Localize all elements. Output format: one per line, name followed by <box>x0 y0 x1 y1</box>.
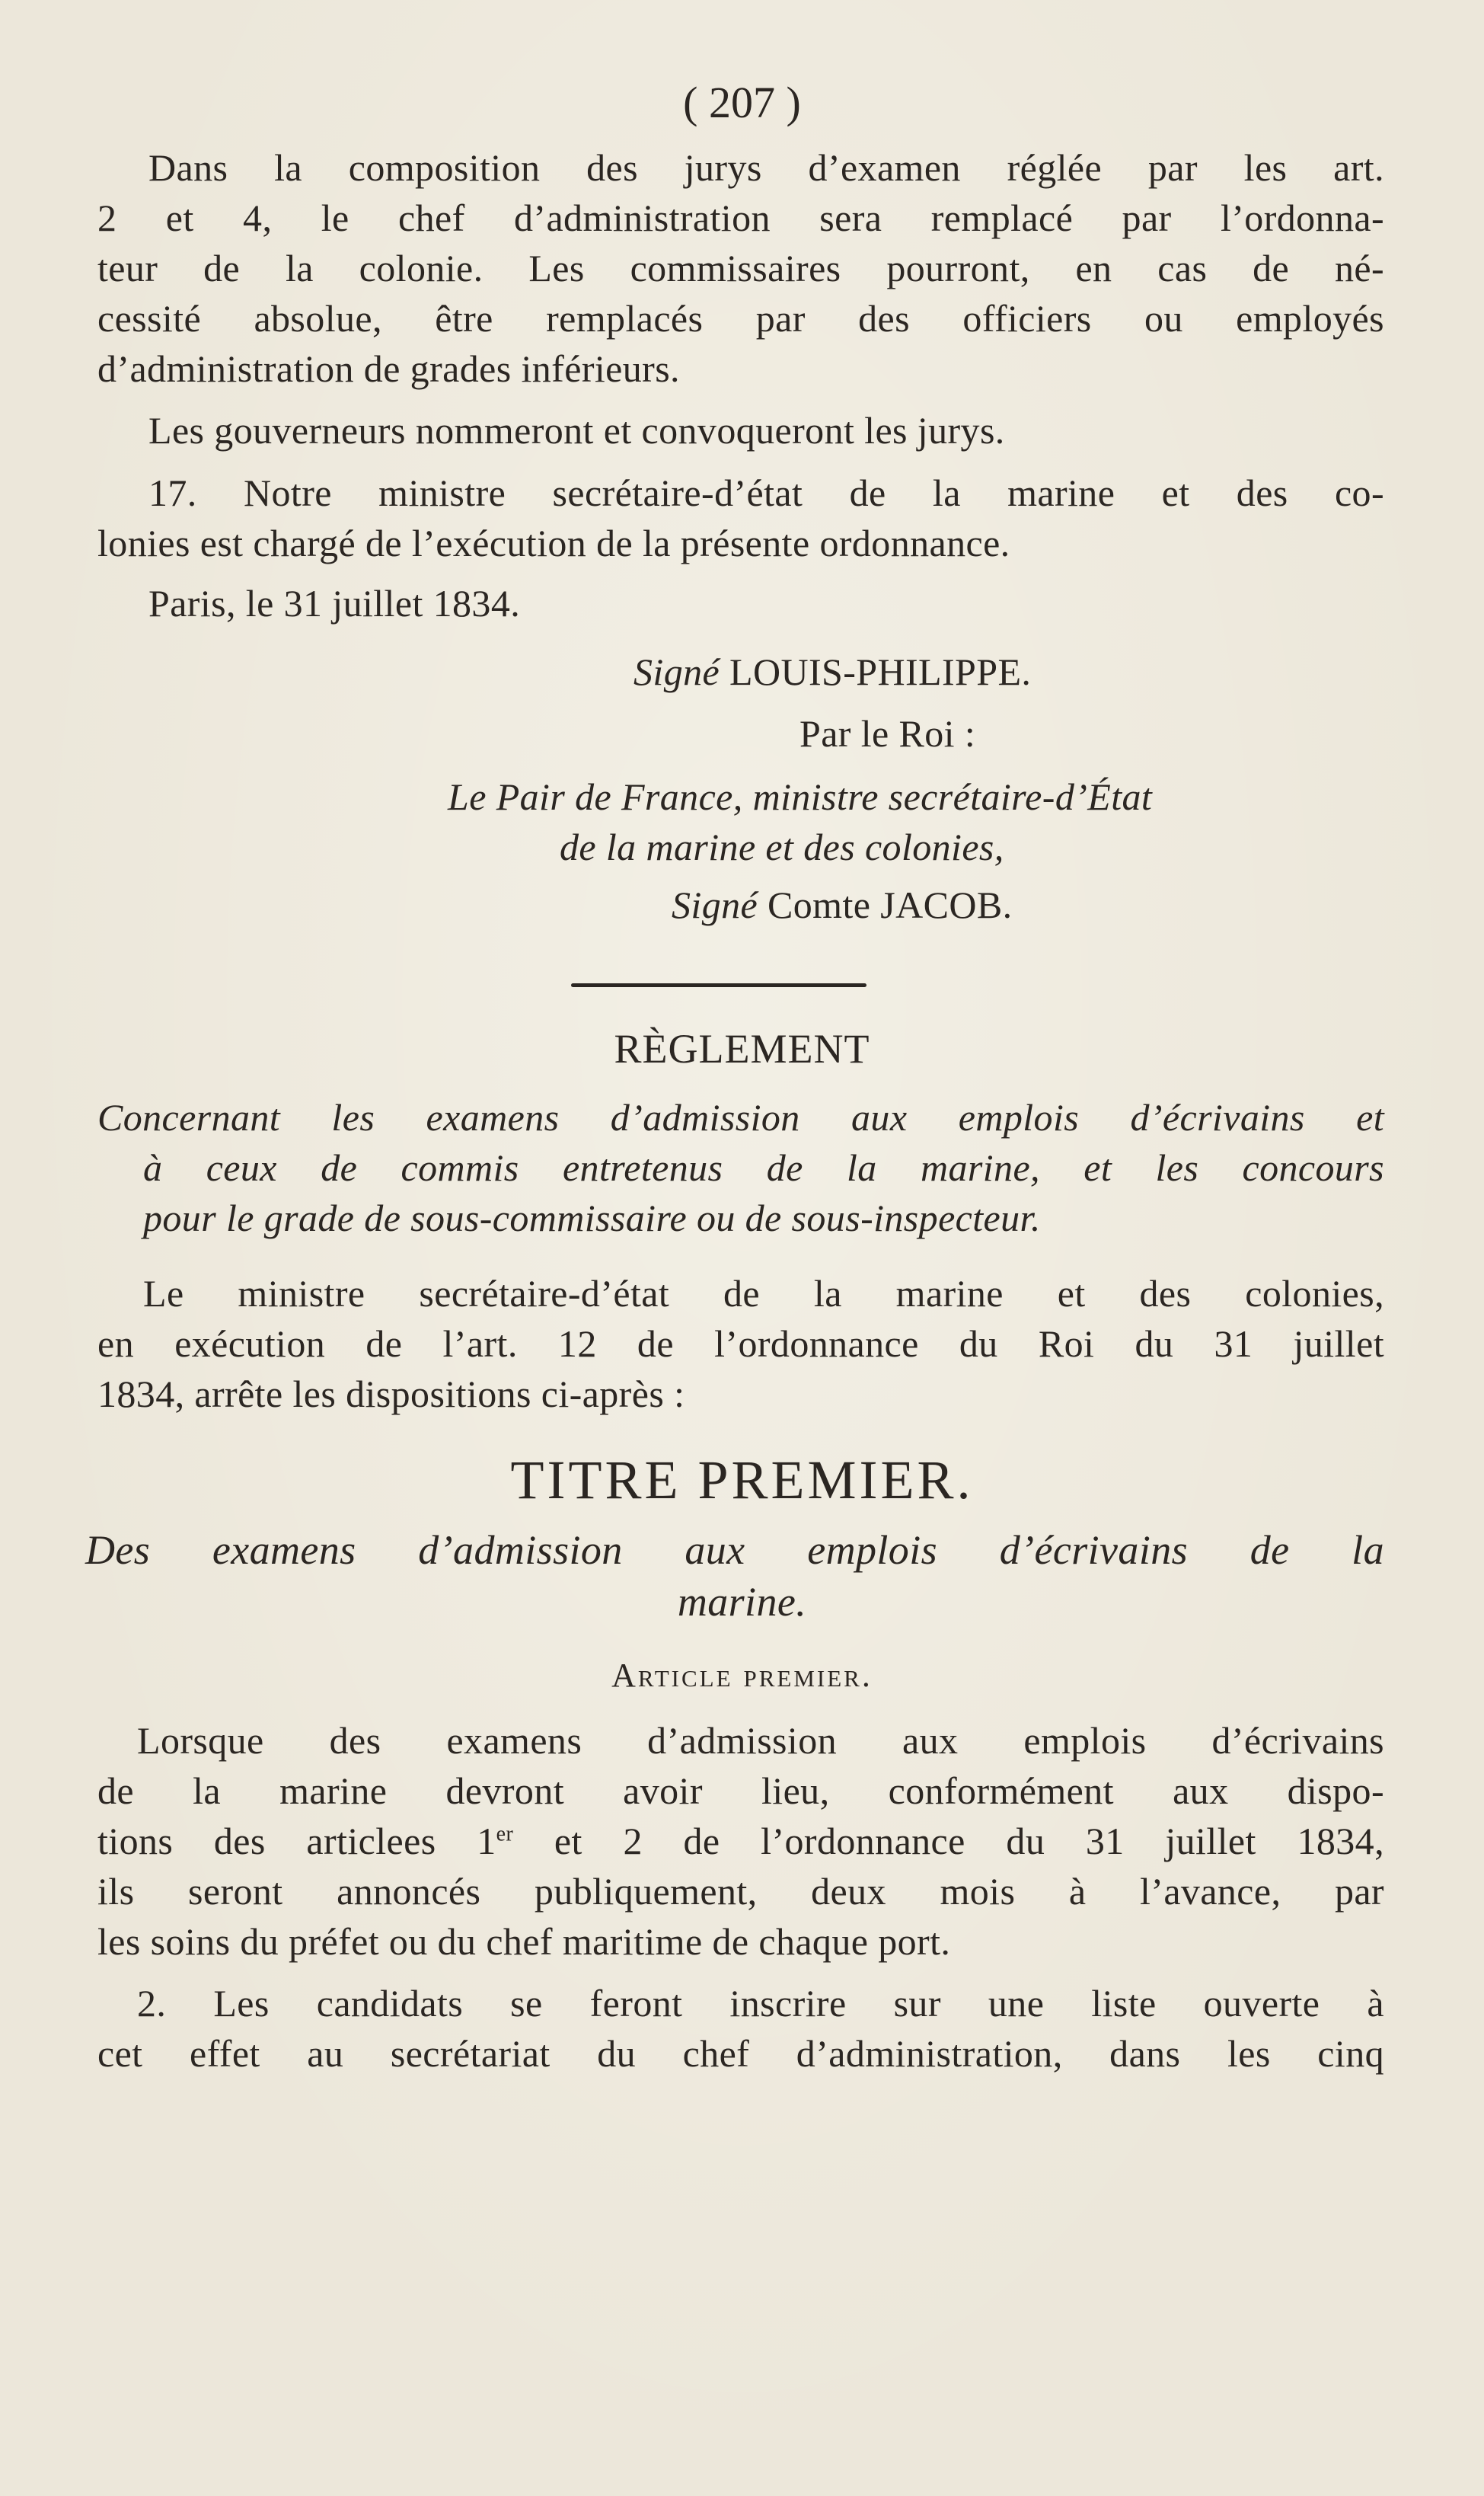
text-line: de la marine et des colonies, <box>560 826 1004 868</box>
text-line: de la marine devront avoir lieu, conformément aux dispo- <box>97 1769 1384 1812</box>
section-divider <box>571 983 866 987</box>
text-line: Concernant les examens d’admission aux emplois d’écrivains et <box>97 1096 1384 1139</box>
text-line: 2. Les candidats se feront inscrire sur une liste ouverte à <box>137 1982 1384 2025</box>
text-line <box>97 1818 1384 1864</box>
section-heading: RÈGLEMENT <box>614 1026 870 1072</box>
signed-label: Signé <box>633 650 720 693</box>
text-line: 2 et 4, le chef d’administration sera remplacé par l’ordonna- <box>97 197 1384 239</box>
text-line: marine. <box>677 1579 807 1625</box>
text-line: Paris, le 31 juillet 1834. <box>148 582 521 625</box>
page-number: ( 207 ) <box>683 78 801 127</box>
text-line: 17. Notre ministre secrétaire-d’état de la marine et des co- <box>148 471 1384 514</box>
text-segment: et 2 de l’ordonnance du 31 juillet 1834, <box>513 1820 1384 1862</box>
signatory-name: LOUIS-PHILIPPE. <box>729 650 1032 693</box>
text-line: teur de la colonie. Les commissaires pourront, en cas de né- <box>97 247 1384 289</box>
signatory-name: Comte JACOB. <box>768 884 1013 926</box>
text-line: d’administration de grades inférieurs. <box>97 347 680 390</box>
text-line: lonies est chargé de l’exécution de la présente ordonnance. <box>97 522 1010 564</box>
superscript: er <box>496 1822 514 1846</box>
text-line: à ceux de commis entretenus de la marine, et les concours <box>143 1146 1384 1189</box>
text-line: Dans la composition des jurys d’examen réglée par les art. <box>148 146 1384 189</box>
text-line: Lorsque des examens d’admission aux emplois d’écrivains <box>137 1719 1384 1762</box>
signature-king <box>633 649 1031 695</box>
title-heading: TITRE PREMIER. <box>510 1449 974 1510</box>
signature-minister <box>672 882 1013 928</box>
text-line: cessité absolue, être remplacés par des officiers ou employés <box>97 297 1384 340</box>
text-line: Les gouverneurs nommeront et convoqueront les jurys. <box>148 409 1005 452</box>
text-line: ils seront annoncés publiquement, deux mois à l’avance, par <box>97 1870 1384 1913</box>
text-segment: tions des articlees 1 <box>97 1820 496 1862</box>
signed-label: Signé <box>672 884 758 926</box>
text-line: pour le grade de sous-commissaire ou de sous-inspecteur. <box>143 1197 1041 1239</box>
text-line: Le Pair de France, ministre secrétaire-d’État <box>448 775 1153 818</box>
text-line: Le ministre secrétaire-d’état de la marine et des colonies, <box>143 1272 1384 1315</box>
text-line: les soins du préfet ou du chef maritime de chaque port. <box>97 1920 951 1963</box>
text-line: 1834, arrête les dispositions ci-après : <box>97 1373 685 1415</box>
text-line: en exécution de l’art. 12 de l’ordonnance du Roi du 31 juillet <box>97 1322 1384 1365</box>
text-line: Par le Roi : <box>799 712 976 755</box>
text-line: Des examens d’admission aux emplois d’écrivains de la <box>85 1527 1384 1573</box>
text-line: cet effet au secrétariat du chef d’administration, dans les cinq <box>97 2032 1384 2075</box>
article-heading: Article premier. <box>611 1657 873 1694</box>
